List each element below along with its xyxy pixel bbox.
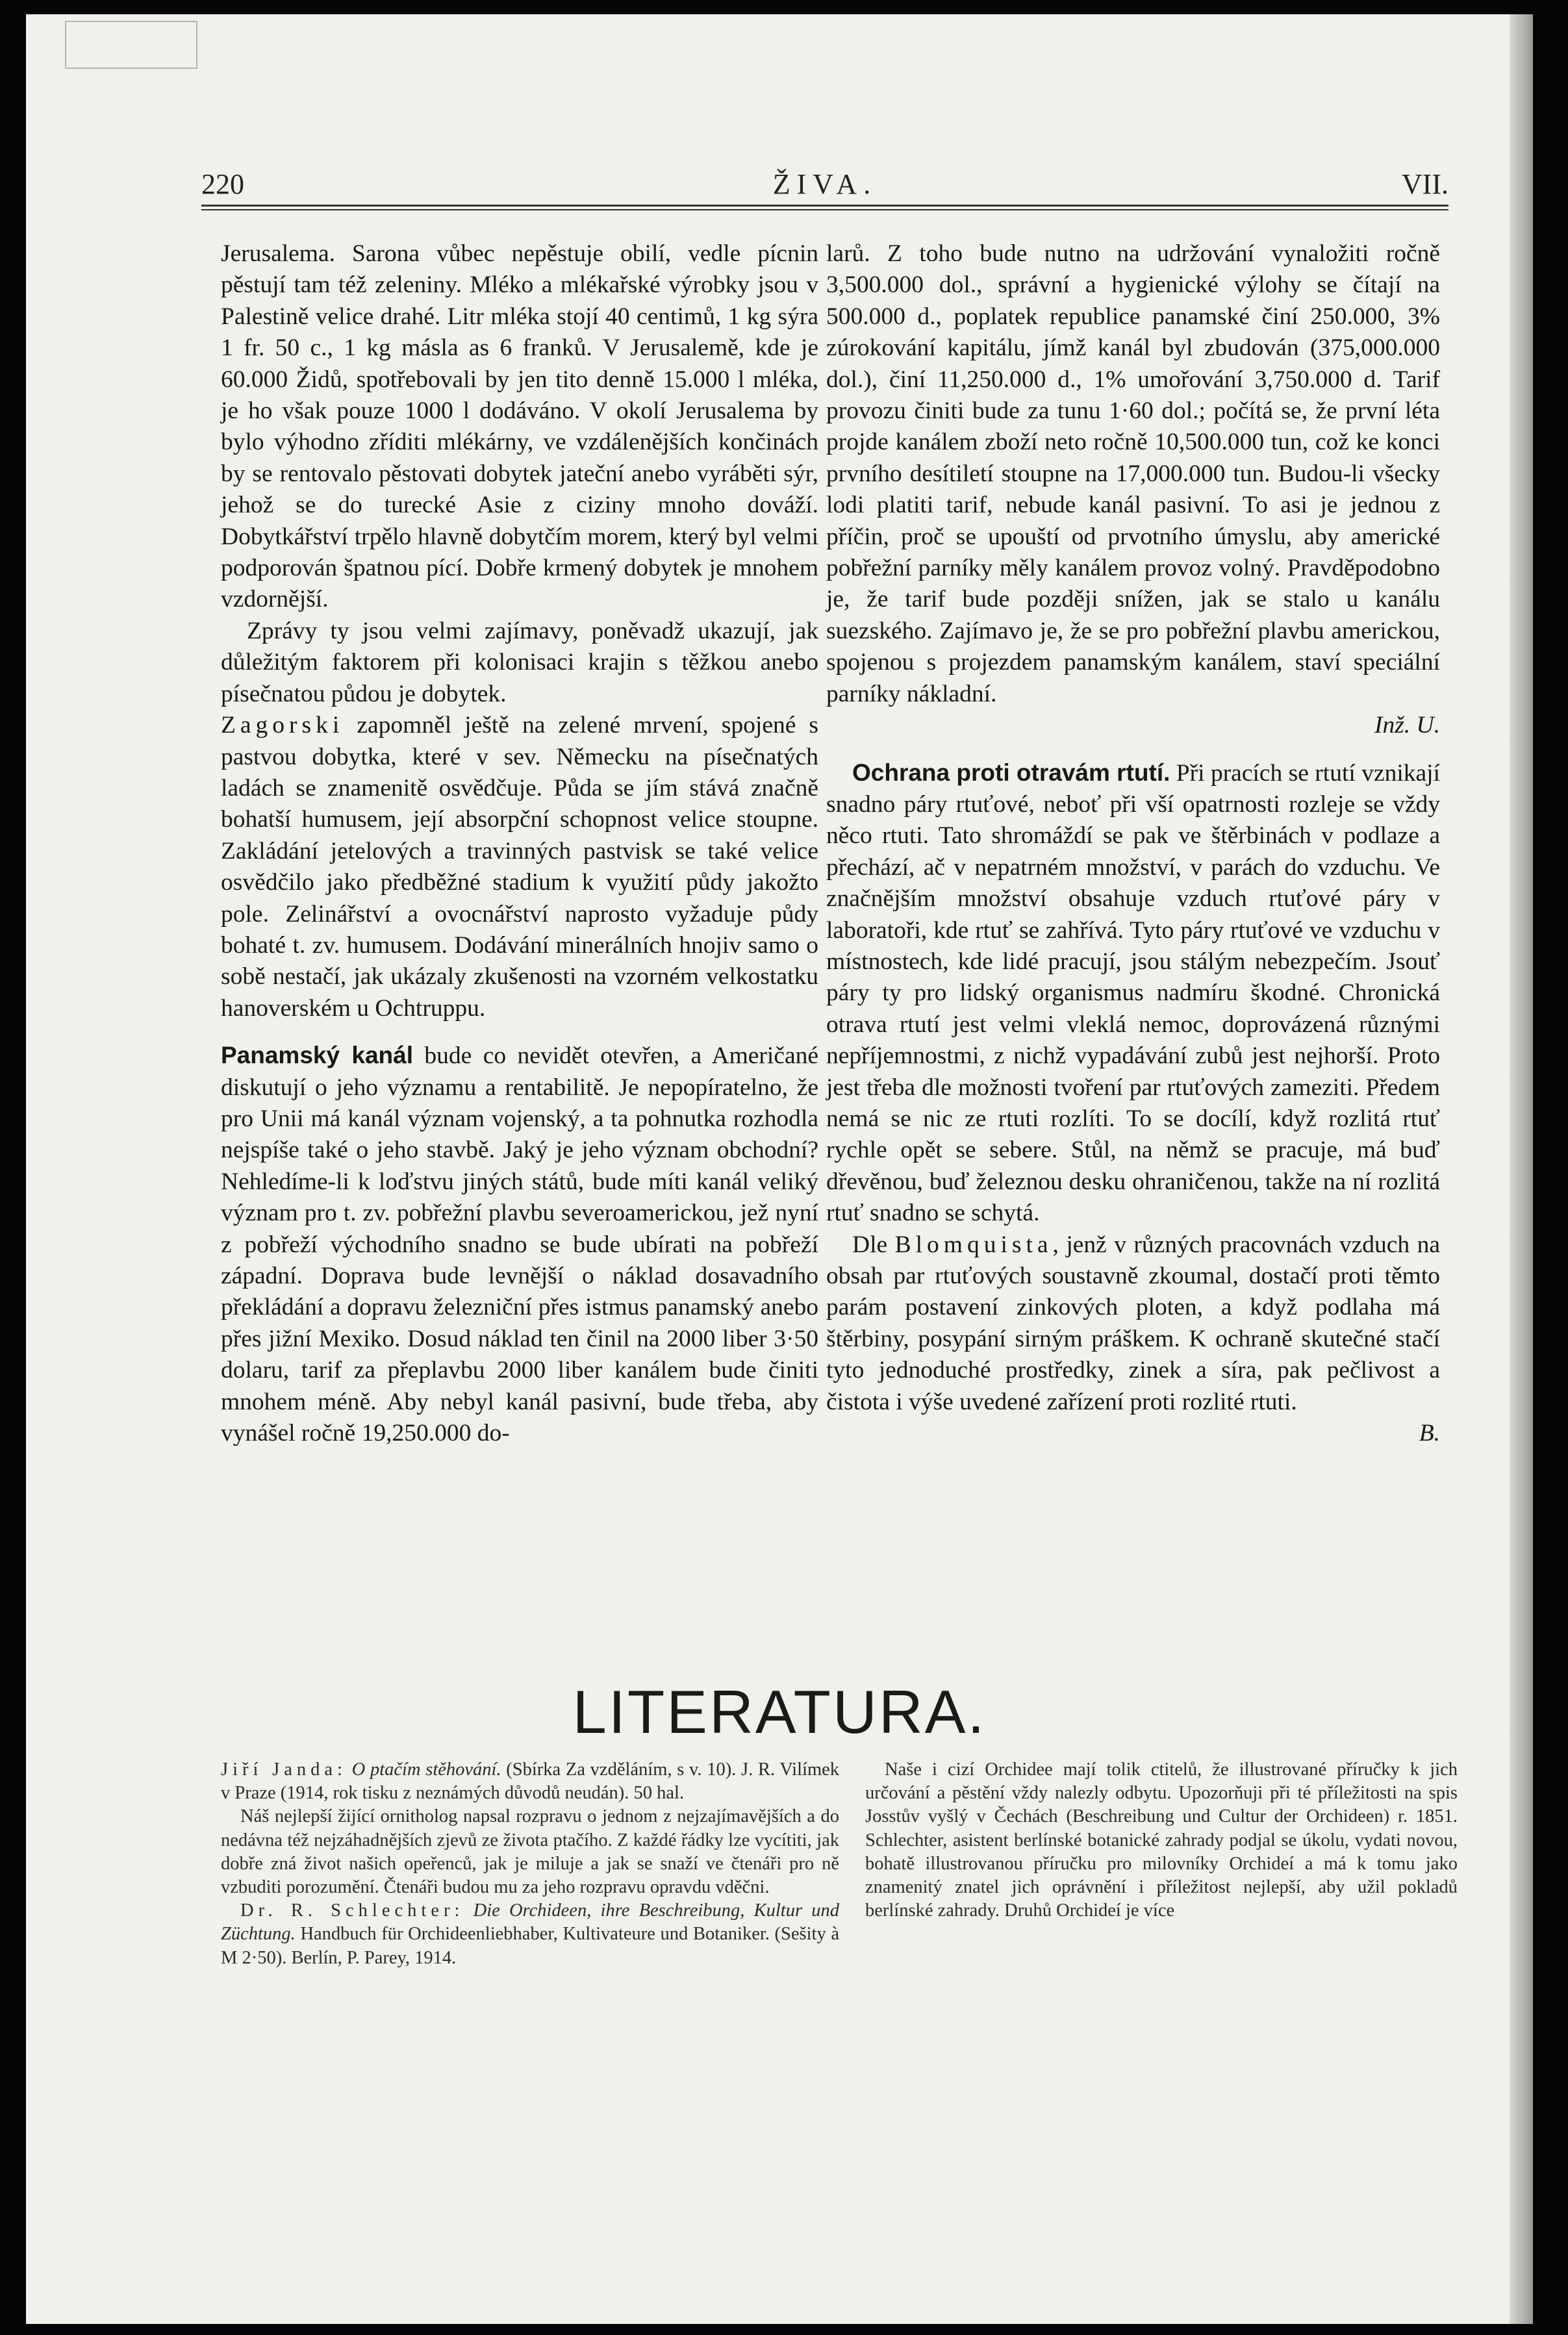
signature-rtut xyxy=(826,1418,1440,1449)
paragraph-panama-cont: larů. Z toho bude nutno na udržování vynaložiti ročně 3,500.000 dol., správní a hygienické výlohy se čítají na 500.000 d., poplatek republice panamské činí 250.000, 3% zúrokování kapitálu, jímž kanál byl zbudován (375,000.000 dol.), činí 11,250.000 d., 1% umořování 3,750.000 d. Tarif provozu činiti bude za tunu 1·60 dol.; počítá se, že první léta projde kanálem zboží neto ročně 10,500.000 tun, což ke konci prvního desítiletí stoupne na 17,000.000 tun. Budou-li všecky lodi platiti tarif, nebude kanál pasivní. To asi je jednou z příčin, proč se upouští od prvotního úmyslu, aby americké pobřežní parníky měly kanálem provoz volný. Pravděpodobno je, že tarif bude později snížen, jak se stalo u kanálu suezského. Zajímavo je, že se pro pobřežní plavbu americkou, spojenou s projezdem panamským kanálem, staví speciální parníky nákladní. xyxy=(826,240,1440,707)
heading-panama: Panamský kanál xyxy=(221,1042,413,1069)
section-title-literatura: LITERATURA. xyxy=(572,1678,987,1746)
lit-author-schlechter: Dr. R. Schlechter: xyxy=(240,1900,464,1921)
article-panama-text: bude co nevidět otevřen, a Američané diskutují o jeho významu a rentabilitě. Je nepopíratelno, že pro Unii má kanál význam vojenský, a ta pohnutka rozhodla nejspíše také o jeho stavbě. Jaký je jeho význam obchodní? Nehledíme-li k loďstvu jiných států, bude míti kanál veliký význam pro t. zv. pobřežní plavbu severoamerickou, jež nyní z pobřeží východního snadno se bude ubírati na pobřeží západní. Doprava bude levnější o náklad dosavadního překládání a dopravu železniční přes istmus panamský anebo přes jižní Mexiko. Dosud náklad ten činil na 2000 liber 3·50 dolaru, tarif za přeplavbu 2000 liber kanálem bude činiti mnohem méně. Aby nebyl kanál pasivní, bude třeba, aby vynášel ročně 19,250.000 do- xyxy=(221,1042,819,1447)
signature-rtut-text: B. xyxy=(1419,1420,1440,1447)
paragraph-zpravy: Zprávy ty jsou velmi zajímavy, poněvadž ukazují, jak důležitým faktorem při kolonisaci krajin s těžkou anebo písečnatou půdou je dobytek. xyxy=(221,617,818,707)
scan-artifact xyxy=(65,21,197,69)
page-number: 220 xyxy=(201,168,244,200)
header-rule xyxy=(201,205,1448,210)
lit-review-schlechter: Naše i cizí Orchidee mají tolik ctitelů, že illustrované příručky k jich určování a pěstění vždy nalezly odbytu. Upozorňuji při té příležitosti na spis Josstův vyšlý v Čechách (Beschreibung und Cultur der Orchideen) r. 1851. Schlechter, asistent berlínské botanické zahrady podjal se úkolu, vydati novou, bohatě illustrovanou příručku pro milovníky Orchideí a má k tomu jako znamenitý znatel jich oprávnění i příležitost nejlepší, aby užil pokladů berlínské zahrady. Druhů Orchideí je více xyxy=(865,1760,1458,1921)
literatura-right-column xyxy=(865,1758,1458,1923)
dle-word: Dle xyxy=(852,1231,895,1258)
article-panama xyxy=(221,1040,818,1449)
lit-entry-janda xyxy=(221,1758,839,1805)
lit-entry-schlechter xyxy=(221,1899,839,1970)
paragraph-jerusalem: Jerusalema. Sarona vůbec nepěstuje obilí, vedle pícnin pěstují tam též zeleniny. Mléko a mlékařské výrobky jsou v Palestině velice drahé. Litr mléka stojí 40 centimů, 1 kg sýra 1 fr. 50 c., 1 kg másla as 6 franků. V Jerusalemě, kde je 60.000 Židů, spotřebovali by jen tito denně 15.000 l mléka, je ho však pouze 1000 l dodáváno. V okolí Jerusalema by bylo výhodno zříditi mlékárny, ve vzdálenějších končinách by se rentovalo pěstovati dobytek jateční anebo vyráběti sýr, jehož se do turecké Asie z ciziny mnoho dováží. Dobytkářství trpělo hlavně dobytčím morem, který byl velmi podporován špatnou pící. Dobře krmený dobytek je mnohem vzdornější. xyxy=(221,240,818,613)
lit-author-janda: Jiří Janda: xyxy=(221,1760,347,1780)
page-edge-shadow xyxy=(1510,14,1533,2324)
author-name-zagorski: Zagorski xyxy=(221,712,344,739)
page-header xyxy=(201,162,1448,201)
left-column xyxy=(221,238,818,1449)
journal-page xyxy=(26,14,1533,2324)
signature-panama xyxy=(826,710,1440,741)
lit-meta-janda: (Sbírka Za vzděláním, s v. 10). J. R. Vilímek v Praze (1914, rok tisku z neznámých důvodů neudán). 50 hal. xyxy=(221,1760,840,1804)
author-name-blomquist: Blomquista xyxy=(894,1231,1053,1258)
article-rtut xyxy=(826,757,1440,1230)
right-column xyxy=(826,238,1440,1449)
literatura-left-column xyxy=(221,1758,839,1970)
article-rtut-text: Při pracích se rtutí vznikají snadno páry rtuťové, neboť při vší opatrnosti rozleje se vždy něco rtuti. Tato shromáždí se pak ve štěrbinách v podlaze a přechází, ač v nepatrném množství, v parách do vzduchu. Ve značnějším množství obsahuje vzduch rtuťové páry v laboratoři, kde rtuť se zahřívá. Tyto páry rtuťové ve vzduchu v místnostech, kde lidé pracují, jsou stálým nebezpečím. Jsouť páry ty pro lidský organismus nadmíru škodné. Chronická otrava rtutí jest velmi vleklá nemoc, doprovázená různými nepříjemnostmi, z nichž vypadávání zubů jest nejhorší. Proto jest třeba dle možnosti tvoření par rtuťových zameziti. Předem nemá se nic ze rtuti rozlíti. To se docílí, když rozlitá rtuť rychle opět se sebere. Stůl, na němž se pracuje, má buď dřevěnou, buď železnou desku ohraničenou, takže na ní rozlitá rtuť snadno se schytá. xyxy=(826,759,1440,1227)
heading-rtut: Ochrana proti otravám rtutí. xyxy=(852,759,1170,786)
signature-panama-text: Inž. U. xyxy=(1374,712,1440,739)
paragraph-blomquist xyxy=(826,1230,1440,1418)
paragraph-blomquist-text: , jenž v různých pracovnách vzduch na obsah par rtuťových soustavně zkoumal, dostačí proti těmto parám postavení zinkových ploten, a když podlaha má štěrbiny, posypání sirným práškem. K ochraně skutečné stačí tyto jednoduché prostředky, zinek a síra, pak pečlivost a čistota i výše uvedené zařízení proti rozlité rtuti. xyxy=(826,1231,1440,1415)
paragraph-zagorski-text: zapomněl ještě na zelené mrvení, spojené s pastvou dobytka, které v sev. Německu na písečnatých ladách se znamenitě osvědčuje. Půda se jím stává značně bohatší humusem, její absorpční schopnost velice stoupne. Zakládání jetelových a travinných pastvisk se také velice osvědčilo jako předběžné stadium k využití půdy jakožto pole. Zelinářství a ovocnářství naprosto vyžaduje půdy bohaté t. zv. humusem. Dodávání minerálních hnojiv samo o sobě nestačí, jak ukázaly zkušenosti na vzorném velkostatku hanoverském u Ochtruppu. xyxy=(221,712,818,1022)
volume-number: VII. xyxy=(1401,168,1448,200)
lit-title-schlechter: Die Orchideen, ihre Beschreibung, Kultur und Züchtung. xyxy=(221,1900,839,1945)
lit-meta-schlechter: Handbuch für Orchideenliebhaber, Kultivateure und Botaniker. (Sešity à M 2·50). Berlín, P. Parey, 1914. xyxy=(221,1924,840,1968)
journal-title: ŽIVA. xyxy=(772,168,878,200)
paragraph-zagorski xyxy=(221,710,818,1024)
lit-title-janda: O ptačím stěhování. xyxy=(351,1760,501,1780)
lit-review-janda: Náš nejlepší žijící ornitholog napsal rozpravu o jednom z nejzajímavějších a do nedávna též nejzáhadnějších zjevů ze života ptačího. Z každé řádky lze vycítiti, jak dobře zná život našich opeřenců, jak je miluje a jak se snaží ve čtenáři pro ně vzbuditi porozumění. Čtenáři budou mu za jeho rozpravu opravdu vděčni. xyxy=(221,1806,839,1898)
